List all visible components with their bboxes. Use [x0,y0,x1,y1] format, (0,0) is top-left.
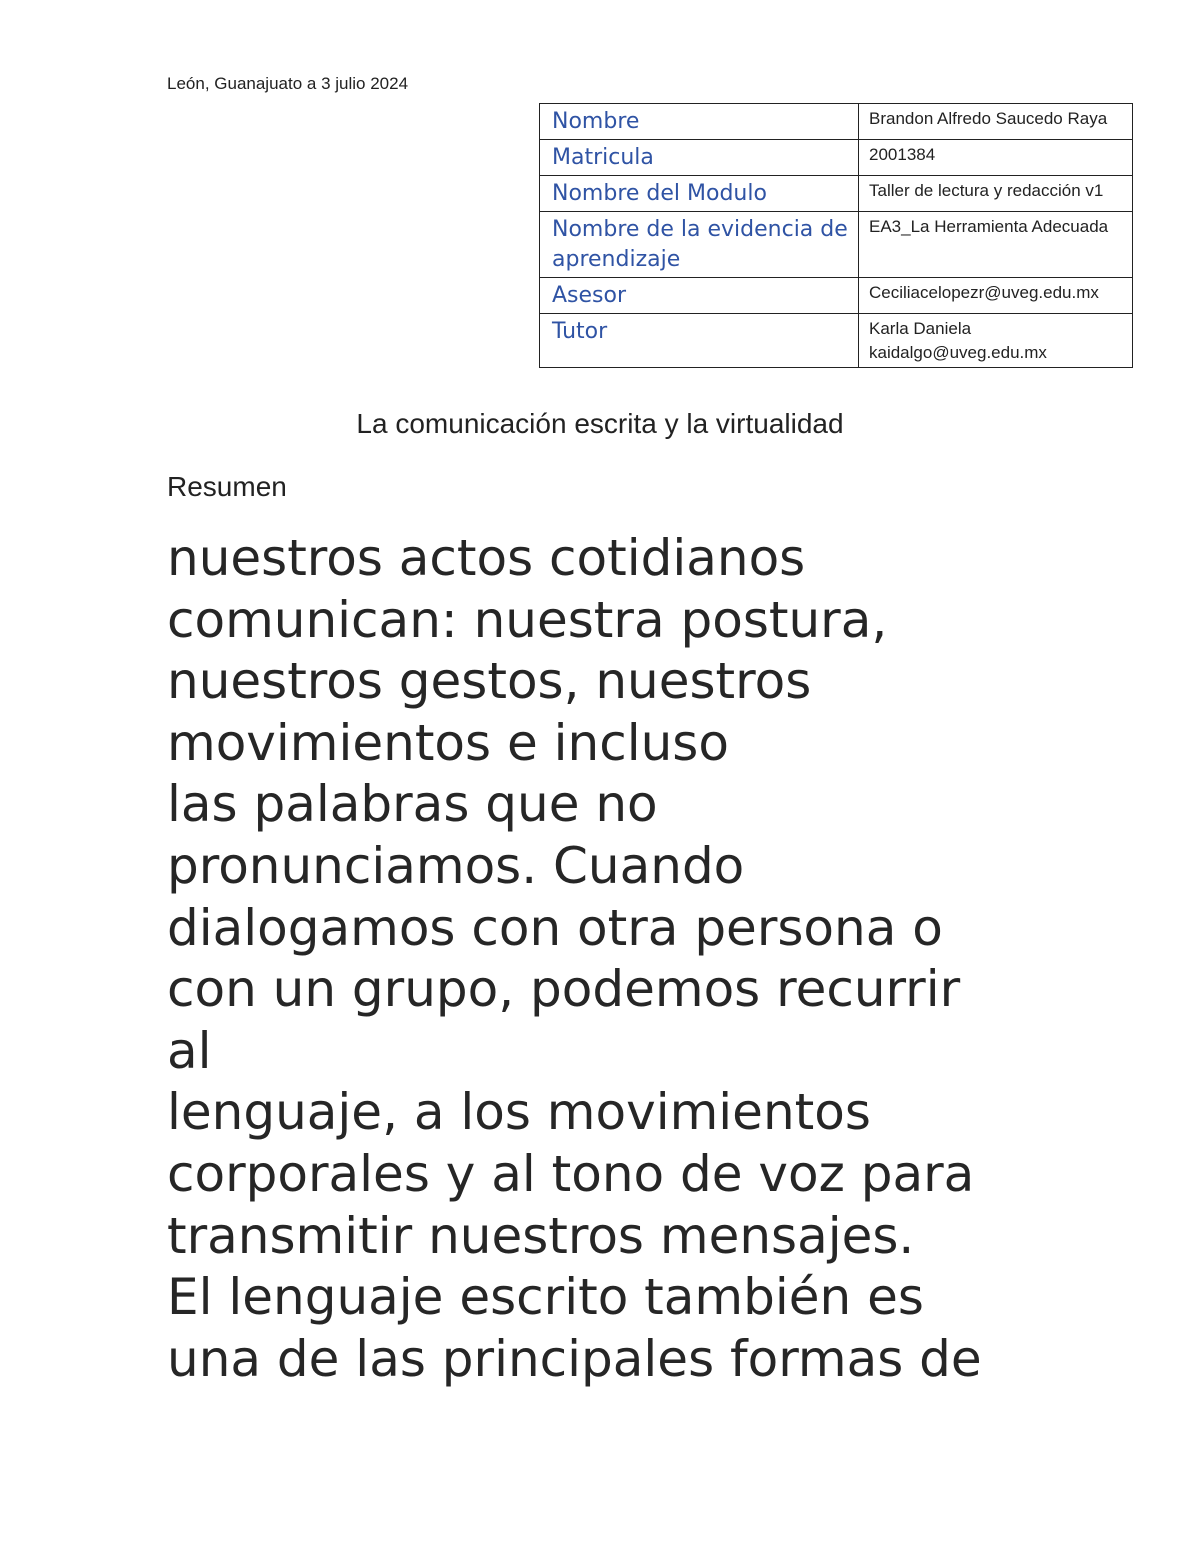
value-modulo: Taller de lectura y redacción v1 [859,176,1133,212]
table-row [540,278,1133,314]
value-asesor: Ceciliacelopezr@uveg.edu.mx [859,278,1133,314]
value-evidencia: EA3_La Herramienta Adecuada [859,212,1133,278]
body-line: movimientos e incluso [167,713,729,772]
body-line: con un grupo, podemos recurrir [167,960,961,1019]
body-text [167,528,1167,1390]
body-line: las palabras que no [167,775,658,834]
value-matricula: 2001384 [859,140,1133,176]
label-evidencia: Nombre de la evidencia de aprendizaje [540,212,859,278]
info-table [539,103,1133,368]
table-row [540,104,1133,140]
body-line: una de las principales formas de [167,1329,982,1388]
document-title: La comunicación escrita y la virtualidad [356,408,844,439]
body-line: dialogamos con otra persona o [167,898,943,957]
body-line: al [167,1021,212,1080]
label-modulo: Nombre del Modulo [540,176,859,212]
label-asesor: Asesor [540,278,859,314]
body-line: El lenguaje escrito también es [167,1268,924,1327]
table-row [540,212,1133,278]
table-row [540,176,1133,212]
place-date: León, Guanajuato a 3 julio 2024 [167,74,409,93]
body-line: lenguaje, a los movimientos [167,1083,871,1142]
body-line: nuestros actos cotidianos [167,529,806,587]
table-row [540,140,1133,176]
value-tutor: Karla Daniela kaidalgo@uveg.edu.mx [859,314,1133,368]
label-tutor: Tutor [540,314,859,368]
section-heading: Resumen [167,471,287,502]
label-nombre: Nombre [540,104,859,140]
label-matricula: Matricula [540,140,859,176]
value-nombre: Brandon Alfredo Saucedo Raya [859,104,1133,140]
body-line: corporales y al tono de voz para [167,1144,975,1203]
body-line: transmitir nuestros mensajes. [167,1206,915,1265]
body-line: nuestros gestos, nuestros [167,652,812,711]
table-row [540,314,1133,368]
body-line: comunican: nuestra postura, [167,590,888,649]
body-line: pronunciamos. Cuando [167,836,745,895]
